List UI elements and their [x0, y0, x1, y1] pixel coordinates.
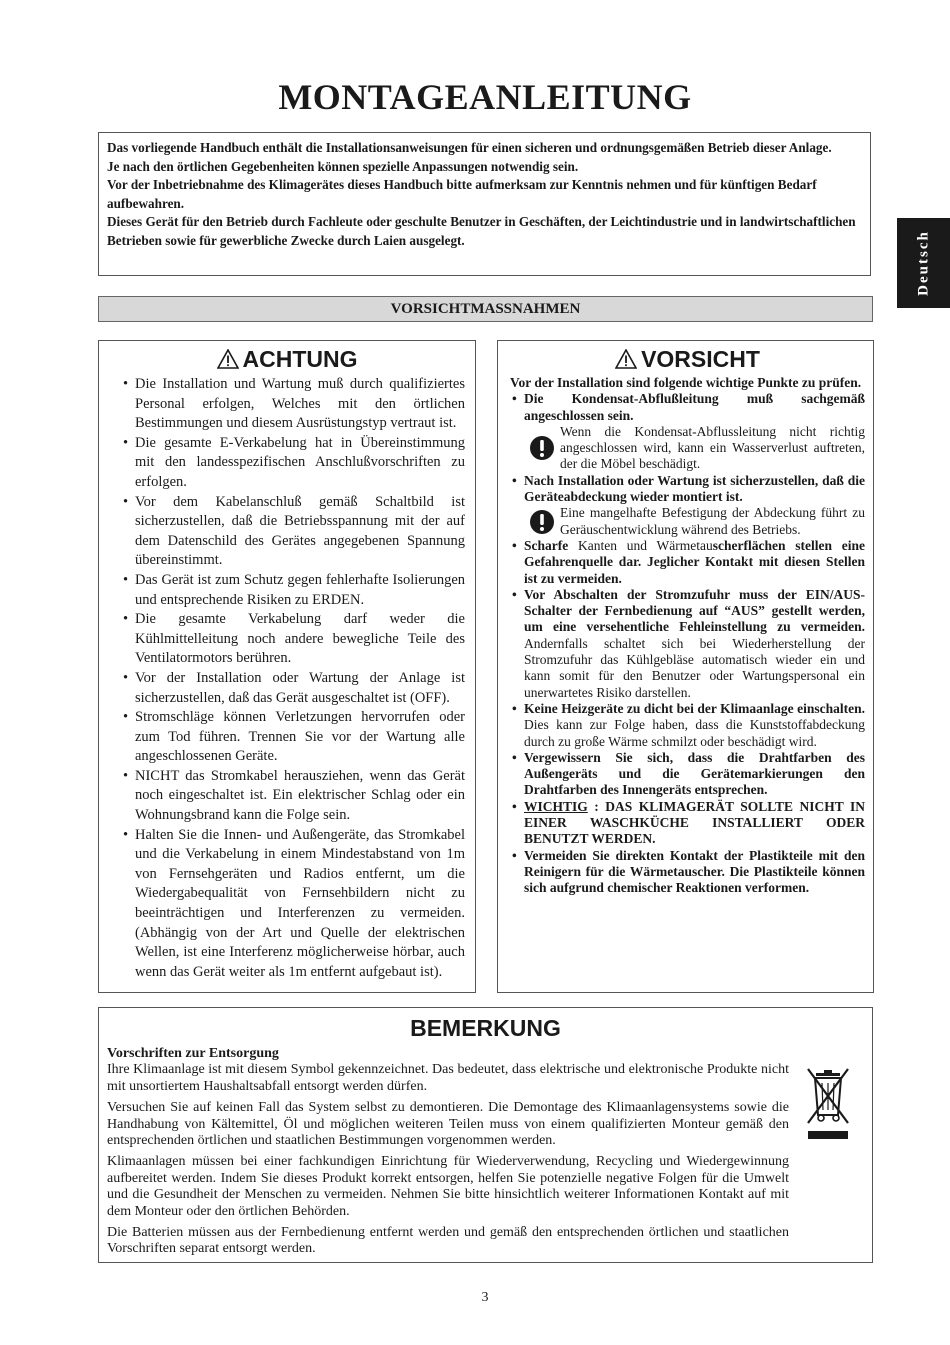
list-item-text: Scharfe — [524, 537, 569, 553]
bemerkung-paragraph: Versuchen Sie auf keinen Fall das System selbst zu demontieren. Die Demontage des Klimaanlagensystems sowie die Handhabung von Kältemittel, Öl und möglichen weiteren Teilen muss von einem qualifizierten Monteur gemäß den entsprechenden örtlichen und staatlichen Bestimmungen vorgenommen werden. — [107, 1100, 789, 1149]
list-item-text: Dies kann zur Folge haben, dass die Kunststoffabdeckung durch zu große Wärme schmilzt oder beschädigt wird. — [524, 717, 865, 749]
crossed-out-wheelie-bin-icon — [802, 1065, 854, 1145]
vorsicht-heading-label: VORSICHT — [641, 346, 760, 372]
list-item — [510, 391, 865, 472]
list-item: • Vergewissern Sie sich, dass die Drahtfarben des Außengeräts und die Gerätemarkierungen den Drahtfarben des Innengeräts entsprechen. — [510, 750, 865, 799]
list-item — [510, 473, 865, 538]
list-item — [510, 587, 865, 701]
list-item: • NICHT das Stromkabel herausziehen, wenn das Gerät noch eingeschaltet ist. Ein elektrischer Schlag oder ein Wohnungsbrand kann die Folge sein. — [123, 767, 465, 826]
list-item: • Vor der Installation oder Wartung der Anlage ist sicherzustellen, daß das Gerät ausgeschaltet ist (OFF). — [123, 669, 465, 708]
list-item: • Vermeiden Sie direkten Kontakt der Plastikteile mit den Reinigern für die Wärmetauscher. Die Plastikteile können sich aufgrund chemischer Reaktionen verformen. — [510, 848, 865, 897]
list-item: • Die gesamte Verkabelung darf weder die Kühlmittelleitung noch andere bewegliche Teile des Ventilatormotors berühren. — [123, 610, 465, 669]
intro-paragraph: Das vorliegende Handbuch enthält die Installationsanweisungen für einen sicheren und ordnungsgemäßen Betrieb dieser Anlage. — [107, 140, 832, 155]
bemerkung-paragraph: Die Batterien müssen aus der Fernbedienung entfernt werden und gemäß den entsprechenden örtlichen und staatlichen Vorschriften separat entsorgt werden. — [107, 1225, 789, 1257]
vorsicht-intro: Vor der Installation sind folgende wichtige Punkte zu prüfen. — [510, 375, 862, 390]
achtung-list — [109, 375, 465, 982]
list-item: • Die gesamte E-Verkabelung hat in Übereinstimmung mit den landesspezifischen Anschlußvorschriften zu erfolgen. — [123, 434, 465, 493]
intro-box — [98, 132, 871, 276]
bemerkung-subheading: Vorschriften zur Entsorgung — [107, 1046, 279, 1061]
bemerkung-box — [98, 1007, 873, 1263]
list-item-text: Vor Abschalten der Stromzufuhr muss der EIN/AUS-Schalter der Fernbedienung auf “AUS” gestellt werden, um eine versehentliche Fehleinstellung zu vermeiden. — [524, 586, 865, 635]
list-item — [510, 538, 865, 587]
list-item: • Die Installation und Wartung muß durch qualifiziertes Personal erfolgen, Welches mit den örtlichen Bestimmungen und diesem Ausrüstungstyp vertraut ist. — [123, 375, 465, 434]
warning-triangle-icon — [615, 349, 637, 369]
language-tab-label: Deutsch — [915, 230, 931, 296]
note-row — [524, 424, 865, 473]
exclamation-circle-icon — [529, 509, 555, 535]
vorsicht-box — [497, 340, 874, 993]
list-item-text: scherflächen stellen eine Gefahrenquelle dar. Jeglicher Kontakt mit diesen Stellen ist zu vermeiden. — [524, 537, 865, 586]
exclamation-circle-icon — [529, 435, 555, 461]
page-title: MONTAGEANLEITUNG — [278, 77, 692, 117]
intro-paragraph: Vor der Inbetriebnahme des Klimagerätes dieses Handbuch bitte aufmerksam zur Kenntnis nehmen und für künftigen Bedarf aufbewahren. — [107, 177, 817, 211]
list-item-text: Andernfalls schaltet sich bei Wiederherstellung der Stromzufuhr das Kühlgebläse automatisch wieder ein und kann somit für den Benutzer oder Wartungspersonal ein unerwartetes Risiko darstellen. — [524, 635, 865, 700]
list-item-text: Die Kondensat-Abflußleitung muß sachgemäß angeschlossen sein. — [524, 391, 865, 423]
note-text: Wenn die Kondensat-Abflussleitung nicht richtig angeschlossen wird, kann ein Wasserverlust auftreten, der die Möbel beschädigt. — [560, 423, 865, 472]
language-tab — [897, 218, 950, 308]
achtung-heading-label: ACHTUNG — [242, 346, 358, 372]
important-label: WICHTIG — [524, 798, 588, 814]
page-number: 3 — [481, 1290, 489, 1305]
list-item: • Das Gerät ist zum Schutz gegen fehlerhafte Isolierungen und entsprechende Risiken zu ERDEN. — [123, 571, 465, 610]
list-item — [510, 701, 865, 750]
bemerkung-paragraph: Ihre Klimaanlage ist mit diesem Symbol gekennzeichnet. Das bedeutet, dass elektrische und elektronische Produkte nicht mit unsortiertem Haushaltsabfall entsorgt werden dürfen. — [107, 1062, 789, 1094]
list-item-text: Nach Installation oder Wartung ist sicherzustellen, daß die Geräteabdeckung wieder montiert ist. — [524, 472, 865, 505]
bemerkung-paragraph: Klimaanlagen müssen bei einer fachkundigen Einrichtung für Wiederverwendung, Recycling und Wiedergewinnung aufbereitet werden. Indem Sie dieses Produkt korrekt entsorgen, helfen Sie potenzielle negative Folgen für die Umwelt und die Gesundheit der Menschen zu vermeiden. Nehmen Sie bitte hinsichtlich weiterer Informationen Kontakt auf mit dem Monteur oder den örtlichen Behörden. — [107, 1154, 789, 1219]
section-header: VORSICHTMASSNAHMEN — [98, 296, 873, 322]
intro-paragraph: Je nach den örtlichen Gegebenheiten können spezielle Anpassungen notwendig sein. — [107, 158, 579, 174]
bemerkung-heading: BEMERKUNG — [410, 1015, 561, 1041]
vorsicht-list — [510, 391, 865, 896]
achtung-heading — [109, 345, 465, 373]
warning-triangle-icon — [217, 349, 239, 369]
note-text: Eine mangelhafte Befestigung der Abdeckung führt zu Geräuschentwicklung während des Betriebs. — [560, 505, 865, 537]
achtung-box — [98, 340, 476, 993]
list-item — [510, 799, 865, 848]
list-item-text: : DAS KLIMAGERÄT SOLLTE NICHT IN EINER WASCHKÜCHE INSTALLIERT ODER BENUTZT WERDEN. — [524, 798, 865, 847]
note-row — [524, 505, 865, 538]
bemerkung-text — [107, 1046, 789, 1258]
list-item: • Halten Sie die Innen- und Außengeräte, das Stromkabel und die Verkabelung in einem Mindestabstand von 1m von Fernsehgeräten und Radios entfernt, um die Wiedergabequalität von Fernsehbildern nicht zu beeinträchtigen und Interferenzen zu vermeiden. (Abhängig von der Art und Quelle der elektrischen Wellen, ist eine Interferenz möglicherweise hörbar, auch wenn das Gerät weiter als 1m entfernt aufgebaut ist). — [123, 826, 465, 983]
list-item: • Vor dem Kabelanschluß gemäß Schaltbild ist sicherzustellen, daß die Betriebsspannung mit der auf dem Datenschild des Gerätes angegebenen Spannung übereinstimmt. — [123, 493, 465, 571]
intro-paragraph: Dieses Gerät für den Betrieb durch Fachleute oder geschulte Benutzer in Geschäften, der Leichtindustrie und in landwirtschaftlichen Betrieben sowie für gewerbliche Zwecke durch Laien ausgelegt. — [107, 214, 856, 248]
list-item: • Stromschläge können Verletzungen hervorrufen oder zum Tod führen. Trennen Sie vor der Wartung alle angeschlossenen Geräte. — [123, 708, 465, 767]
list-item-text: Keine Heizgeräte zu dicht bei der Klimaanlage einschalten. — [524, 700, 865, 716]
list-item-text: Kanten und Wärmetau — [568, 537, 713, 553]
vorsicht-heading — [510, 345, 865, 373]
